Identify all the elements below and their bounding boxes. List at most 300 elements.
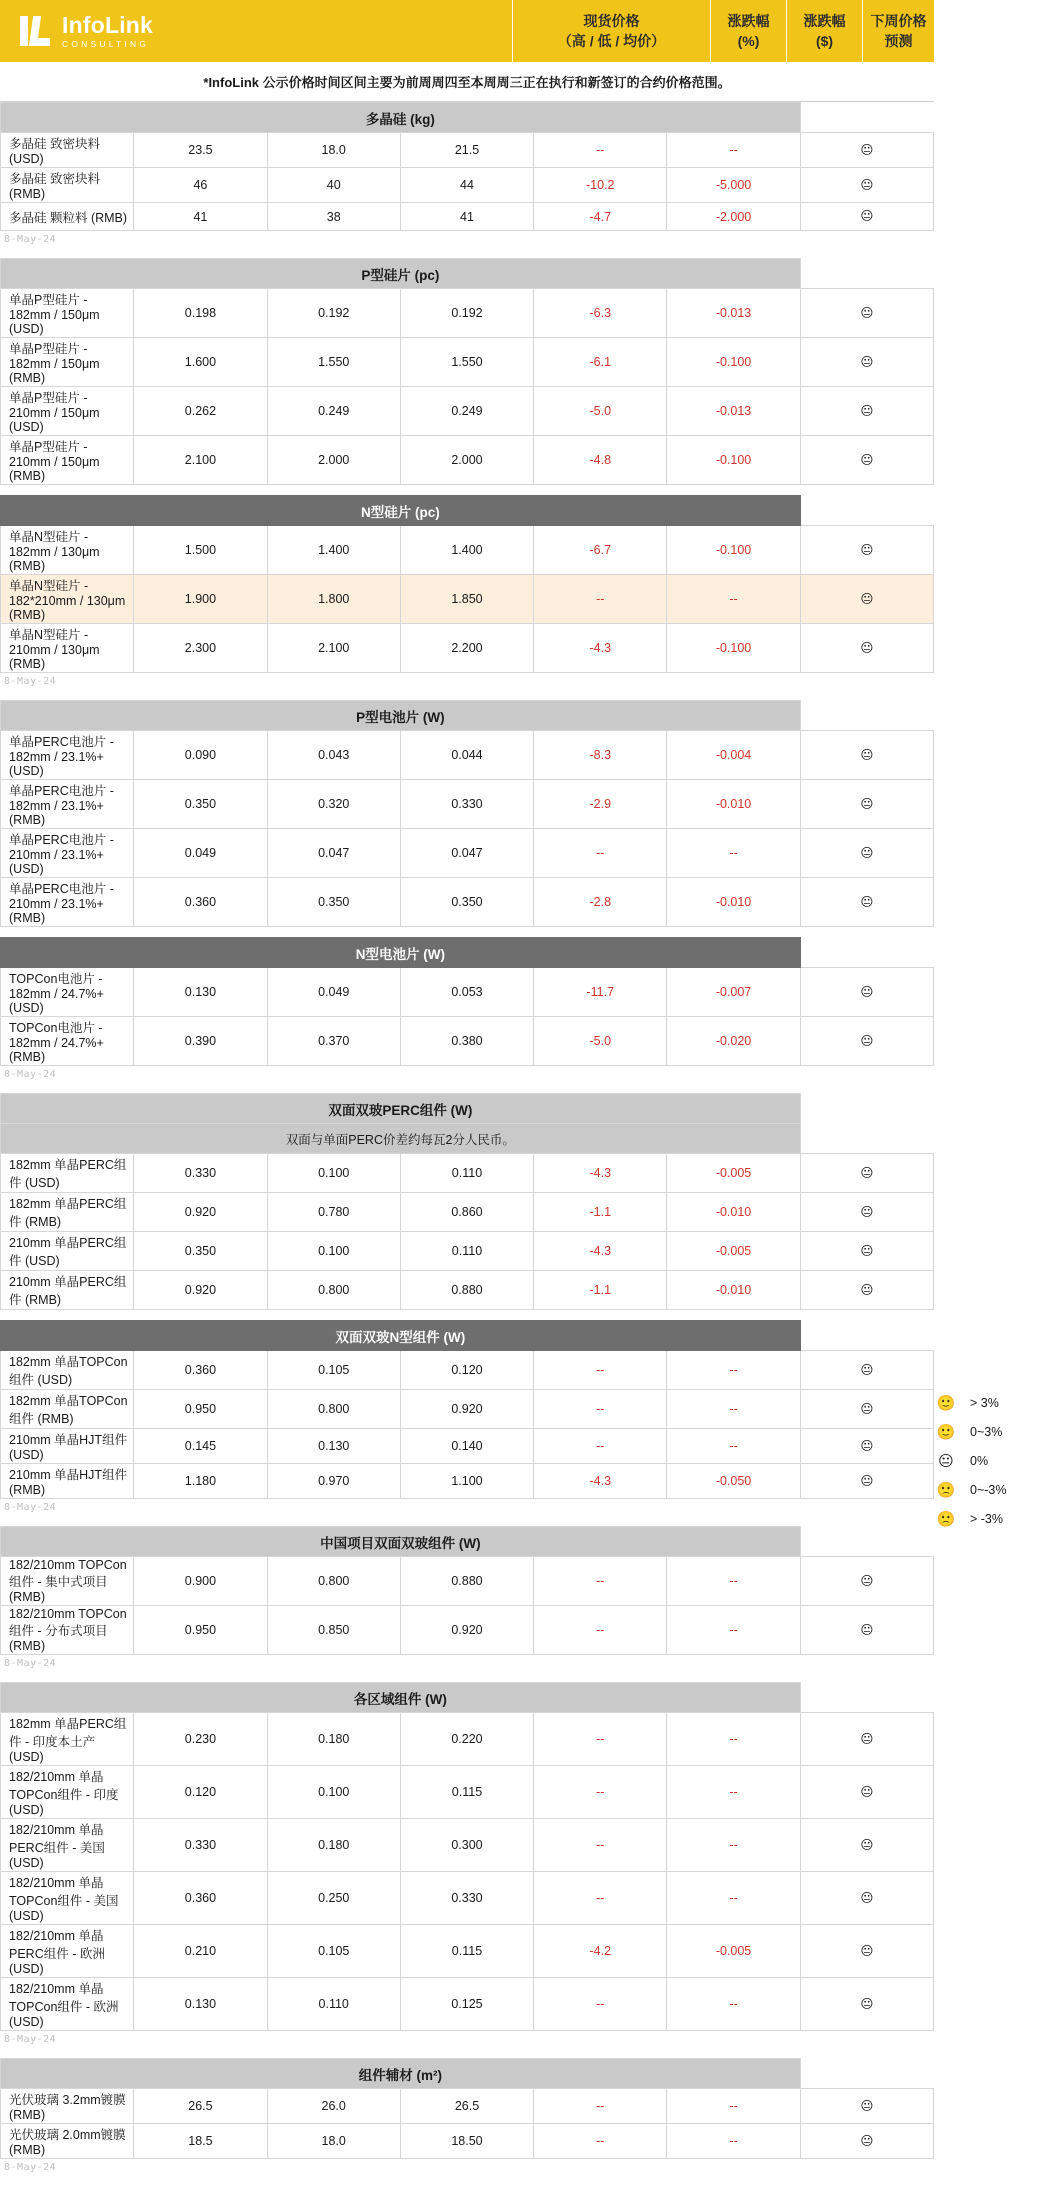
price-low: 26.0 — [267, 2089, 400, 2124]
price-avg: 0.880 — [400, 1271, 533, 1310]
price-avg: 0.920 — [400, 1390, 533, 1429]
forecast-face-icon: 😐 — [800, 1429, 933, 1464]
price-high: 0.120 — [134, 1766, 267, 1819]
change-pct: -4.8 — [534, 436, 667, 485]
price-high: 0.230 — [134, 1713, 267, 1766]
section-title: N型硅片 (pc) — [1, 496, 801, 526]
table-row — [1, 878, 934, 927]
forecast-face-icon: 😐 — [800, 1766, 933, 1819]
section-title: 组件辅材 (m²) — [1, 2059, 801, 2089]
table-row — [1, 575, 934, 624]
table-row — [1, 731, 934, 780]
forecast-face-icon: 😐 — [800, 1271, 933, 1310]
change-pct: -5.0 — [534, 387, 667, 436]
price-high: 0.350 — [134, 780, 267, 829]
forecast-face-icon: 😐 — [800, 780, 933, 829]
product-name: 单晶N型硅片 - 182*210mm / 130μm (RMB) — [1, 575, 134, 624]
brand-name: InfoLink — [62, 11, 154, 38]
section-spacer — [0, 2176, 1062, 2186]
section-header-row — [1, 103, 934, 133]
product-name: 182/210mm TOPCon组件 - 分布式项目 (RMB) — [1, 1606, 134, 1655]
legend-face-icon: 🙁 — [936, 1510, 956, 1528]
change-usd: -- — [667, 575, 800, 624]
price-avg: 0.880 — [400, 1557, 533, 1606]
table-row — [1, 2124, 934, 2159]
price-avg: 0.044 — [400, 731, 533, 780]
product-name: 光伏玻璃 3.2mm镀膜 (RMB) — [1, 2089, 134, 2124]
change-usd: -0.005 — [667, 1232, 800, 1271]
change-usd: -- — [667, 1978, 800, 2031]
price-avg: 0.920 — [400, 1606, 533, 1655]
price-low: 0.110 — [267, 1978, 400, 2031]
price-avg: 0.330 — [400, 780, 533, 829]
price-table-section — [0, 1093, 934, 1310]
change-pct: -1.1 — [534, 1271, 667, 1310]
legend-item — [936, 1504, 1054, 1533]
product-name: 光伏玻璃 2.0mm镀膜 (RMB) — [1, 2124, 134, 2159]
price-high: 0.130 — [134, 968, 267, 1017]
price-avg: 0.120 — [400, 1351, 533, 1390]
legend-label: 0~3% — [970, 1424, 1003, 1439]
section-header-row — [1, 1683, 934, 1713]
product-name: 单晶PERC电池片 - 210mm / 23.1%+ (RMB) — [1, 878, 134, 927]
price-low: 0.800 — [267, 1557, 400, 1606]
table-row — [1, 1978, 934, 2031]
legend-face-icon: 🙂 — [936, 1423, 956, 1441]
change-usd: -- — [667, 1766, 800, 1819]
price-high: 0.360 — [134, 1872, 267, 1925]
column-header-price-line2: （高 / 低 / 均价） — [557, 33, 666, 49]
table-row — [1, 780, 934, 829]
product-name: 182mm 单晶TOPCon组件 (USD) — [1, 1351, 134, 1390]
change-usd: -- — [667, 1606, 800, 1655]
forecast-face-icon: 😐 — [800, 1390, 933, 1429]
section-header-row — [1, 496, 934, 526]
price-high: 0.130 — [134, 1978, 267, 2031]
change-usd: -- — [667, 1872, 800, 1925]
table-row — [1, 829, 934, 878]
product-name: 多晶硅 致密块料 (USD) — [1, 133, 134, 168]
change-usd: -2.000 — [667, 203, 800, 231]
price-low: 18.0 — [267, 2124, 400, 2159]
column-header-pct-line1: 涨跌幅 — [727, 12, 770, 29]
price-low: 0.800 — [267, 1271, 400, 1310]
section-spacer — [0, 927, 1062, 937]
price-high: 1.180 — [134, 1464, 267, 1499]
date-stamp: 8-May-24 — [4, 1069, 57, 1080]
change-usd: -0.010 — [667, 780, 800, 829]
date-stamp: 8-May-24 — [4, 234, 57, 245]
table-row — [1, 1193, 934, 1232]
change-pct: -4.3 — [534, 1232, 667, 1271]
table-row — [1, 436, 934, 485]
change-usd: -0.004 — [667, 731, 800, 780]
product-name: 182/210mm TOPCon组件 - 集中式项目 (RMB) — [1, 1557, 134, 1606]
date-stamp: 8-May-24 — [4, 2034, 57, 2045]
change-usd: -- — [667, 829, 800, 878]
price-high: 1.500 — [134, 526, 267, 575]
product-name: 182/210mm 单晶TOPCon组件 - 印度 (USD) — [1, 1766, 134, 1819]
product-name: 多晶硅 致密块料 (RMB) — [1, 168, 134, 203]
column-header-usd-line2: ($) — [815, 33, 834, 49]
table-row — [1, 203, 934, 231]
price-low: 38 — [267, 203, 400, 231]
change-usd: -0.020 — [667, 1017, 800, 1066]
date-stamp: 8-May-24 — [4, 1658, 57, 1669]
column-header-price-line1: 现货价格 — [583, 12, 640, 29]
price-table-section — [0, 1682, 934, 2031]
price-table-section — [0, 258, 934, 485]
change-pct: -4.3 — [534, 624, 667, 673]
change-usd: -- — [667, 1429, 800, 1464]
change-pct: -- — [534, 1872, 667, 1925]
change-pct: -6.1 — [534, 338, 667, 387]
product-name: 单晶PERC电池片 - 182mm / 23.1%+ (RMB) — [1, 780, 134, 829]
change-pct: -- — [534, 133, 667, 168]
change-usd: -0.050 — [667, 1464, 800, 1499]
legend-label: > 3% — [970, 1395, 999, 1410]
product-name: 182/210mm 单晶TOPCon组件 - 欧洲 (USD) — [1, 1978, 134, 2031]
forecast-face-icon: 😐 — [800, 731, 933, 780]
price-table-host — [0, 102, 1062, 2186]
section-header-row — [1, 1321, 934, 1351]
table-row — [1, 133, 934, 168]
table-row — [1, 1925, 934, 1978]
section-subtitle: 双面与单面PERC价差约每瓦2分人民币。 — [1, 1124, 801, 1154]
table-row — [1, 387, 934, 436]
change-usd: -0.013 — [667, 289, 800, 338]
change-usd: -0.005 — [667, 1925, 800, 1978]
price-avg: 0.140 — [400, 1429, 533, 1464]
forecast-face-icon: 😐 — [800, 1819, 933, 1872]
forecast-face-icon: 😐 — [800, 1017, 933, 1066]
price-low: 0.350 — [267, 878, 400, 927]
change-usd: -- — [667, 1557, 800, 1606]
infolink-logo-icon — [18, 14, 52, 48]
forecast-face-icon: 😐 — [800, 878, 933, 927]
price-avg: 0.192 — [400, 289, 533, 338]
table-row — [1, 1017, 934, 1066]
price-avg: 0.330 — [400, 1872, 533, 1925]
table-row — [1, 526, 934, 575]
product-name: TOPCon电池片 - 182mm / 24.7%+(USD) — [1, 968, 134, 1017]
price-low: 2.000 — [267, 436, 400, 485]
price-low: 0.250 — [267, 1872, 400, 1925]
forecast-face-icon: 😐 — [800, 387, 933, 436]
product-name: 单晶P型硅片 - 210mm / 150μm (RMB) — [1, 436, 134, 485]
change-pct: -- — [534, 1429, 667, 1464]
forecast-face-icon: 😐 — [800, 168, 933, 203]
section-title: 中国项目双面双玻组件 (W) — [1, 1527, 801, 1557]
price-low: 0.100 — [267, 1232, 400, 1271]
legend-face-icon: 😐 — [938, 1452, 954, 1470]
forecast-face-icon: 😐 — [800, 203, 933, 231]
change-pct: -- — [534, 1557, 667, 1606]
change-usd: -0.100 — [667, 436, 800, 485]
forecast-face-icon: 😐 — [800, 1193, 933, 1232]
table-row — [1, 1271, 934, 1310]
product-name: 单晶PERC电池片 - 210mm / 23.1%+ (USD) — [1, 829, 134, 878]
price-high: 0.360 — [134, 878, 267, 927]
price-low: 0.370 — [267, 1017, 400, 1066]
legend-item — [936, 1446, 1054, 1475]
change-pct: -- — [534, 829, 667, 878]
change-pct: -6.7 — [534, 526, 667, 575]
price-low: 18.0 — [267, 133, 400, 168]
price-avg: 0.047 — [400, 829, 533, 878]
section-spacer — [0, 248, 1062, 258]
forecast-face-icon: 😐 — [800, 1925, 933, 1978]
price-high: 46 — [134, 168, 267, 203]
section-header-row — [1, 2059, 934, 2089]
price-high: 0.900 — [134, 1557, 267, 1606]
forecast-face-icon: 😐 — [800, 338, 933, 387]
column-header-pct-line2: (%) — [737, 33, 760, 49]
column-header-usd-line1: 涨跌幅 — [803, 12, 846, 29]
forecast-legend — [936, 1388, 1054, 1533]
price-high: 2.100 — [134, 436, 267, 485]
price-high: 0.330 — [134, 1154, 267, 1193]
section-title: P型电池片 (W) — [1, 701, 801, 731]
price-avg: 0.125 — [400, 1978, 533, 2031]
forecast-face-icon: 😐 — [800, 829, 933, 878]
price-low: 0.780 — [267, 1193, 400, 1232]
price-low: 0.130 — [267, 1429, 400, 1464]
product-name: 单晶P型硅片 - 182mm / 150μm (RMB) — [1, 338, 134, 387]
price-avg: 1.400 — [400, 526, 533, 575]
price-low: 0.800 — [267, 1390, 400, 1429]
column-header-forecast-line2: 预测 — [884, 33, 913, 49]
price-note: *InfoLink 公示价格时间区间主要为前周周四至本周周三正在执行和新签订的合约价格范围。 — [0, 62, 934, 102]
section-header-row — [1, 259, 934, 289]
column-header-change-usd — [786, 0, 862, 62]
section-spacer — [0, 485, 1062, 495]
price-high: 0.920 — [134, 1193, 267, 1232]
price-low: 0.850 — [267, 1606, 400, 1655]
product-name: 182/210mm 单晶PERC组件 - 美国 (USD) — [1, 1819, 134, 1872]
change-pct: -4.3 — [534, 1464, 667, 1499]
legend-item — [936, 1417, 1054, 1446]
price-low: 0.249 — [267, 387, 400, 436]
price-table-section — [0, 2058, 934, 2159]
column-header-change-pct — [710, 0, 786, 62]
price-high: 1.600 — [134, 338, 267, 387]
forecast-face-icon: 😐 — [800, 1154, 933, 1193]
table-row — [1, 1766, 934, 1819]
price-low: 0.105 — [267, 1351, 400, 1390]
sheet-header — [0, 0, 1062, 62]
legend-label: 0% — [970, 1453, 989, 1468]
change-pct: -- — [534, 575, 667, 624]
brand-logo — [0, 0, 512, 62]
change-pct: -- — [534, 1978, 667, 2031]
price-low: 0.100 — [267, 1154, 400, 1193]
price-low: 0.320 — [267, 780, 400, 829]
forecast-face-icon: 😐 — [800, 575, 933, 624]
change-pct: -- — [534, 1390, 667, 1429]
change-usd: -0.013 — [667, 387, 800, 436]
price-avg: 2.200 — [400, 624, 533, 673]
price-avg: 1.850 — [400, 575, 533, 624]
forecast-face-icon: 😐 — [800, 624, 933, 673]
price-avg: 0.380 — [400, 1017, 533, 1066]
change-usd: -0.005 — [667, 1154, 800, 1193]
price-avg: 0.110 — [400, 1232, 533, 1271]
table-row — [1, 289, 934, 338]
change-pct: -4.2 — [534, 1925, 667, 1978]
price-high: 0.090 — [134, 731, 267, 780]
section-spacer — [0, 690, 1062, 700]
price-avg: 21.5 — [400, 133, 533, 168]
price-high: 26.5 — [134, 2089, 267, 2124]
change-usd: -0.010 — [667, 1193, 800, 1232]
product-name: 单晶N型硅片 - 210mm / 130μm (RMB) — [1, 624, 134, 673]
change-usd: -5.000 — [667, 168, 800, 203]
header-filler — [934, 0, 1062, 62]
product-name: 210mm 单晶PERC组件 (RMB) — [1, 1271, 134, 1310]
column-header-price — [512, 0, 710, 62]
section-header-row — [1, 1527, 934, 1557]
price-low: 1.800 — [267, 575, 400, 624]
product-name: 182mm 单晶PERC组件 (RMB) — [1, 1193, 134, 1232]
table-row — [1, 1872, 934, 1925]
forecast-face-icon: 😐 — [800, 1872, 933, 1925]
price-high: 0.262 — [134, 387, 267, 436]
table-row — [1, 1429, 934, 1464]
section-title: 双面双玻PERC组件 (W) — [1, 1094, 801, 1124]
price-high: 0.950 — [134, 1390, 267, 1429]
section-title: P型硅片 (pc) — [1, 259, 801, 289]
change-pct: -10.2 — [534, 168, 667, 203]
section-header-row — [1, 701, 934, 731]
price-high: 0.360 — [134, 1351, 267, 1390]
price-table-section — [0, 937, 934, 1066]
price-avg: 0.115 — [400, 1925, 533, 1978]
table-row — [1, 168, 934, 203]
price-low: 1.550 — [267, 338, 400, 387]
section-spacer — [0, 1672, 1062, 1682]
forecast-face-icon: 😐 — [800, 526, 933, 575]
price-table-section — [0, 102, 934, 231]
product-name: 单晶P型硅片 - 210mm / 150μm (USD) — [1, 387, 134, 436]
date-stamp: 8-May-24 — [4, 2162, 57, 2173]
forecast-face-icon: 😐 — [800, 1713, 933, 1766]
price-high: 41 — [134, 203, 267, 231]
price-low: 0.049 — [267, 968, 400, 1017]
section-header-row — [1, 1094, 934, 1124]
price-avg: 0.220 — [400, 1713, 533, 1766]
forecast-face-icon: 😐 — [800, 1606, 933, 1655]
section-title: N型电池片 (W) — [1, 938, 801, 968]
price-high: 0.210 — [134, 1925, 267, 1978]
section-title: 各区域组件 (W) — [1, 1683, 801, 1713]
price-table-section — [0, 1526, 934, 1655]
change-usd: -- — [667, 1390, 800, 1429]
change-usd: -0.007 — [667, 968, 800, 1017]
section-spacer — [0, 1083, 1062, 1093]
price-table-section — [0, 1320, 934, 1499]
forecast-face-icon: 😐 — [800, 1351, 933, 1390]
price-avg: 18.50 — [400, 2124, 533, 2159]
price-avg: 0.053 — [400, 968, 533, 1017]
section-spacer — [0, 2048, 1062, 2058]
price-avg: 0.300 — [400, 1819, 533, 1872]
section-spacer — [0, 1310, 1062, 1320]
forecast-face-icon: 😐 — [800, 968, 933, 1017]
change-pct: -4.3 — [534, 1154, 667, 1193]
change-usd: -0.010 — [667, 878, 800, 927]
product-name: 182/210mm 单晶TOPCon组件 - 美国 (USD) — [1, 1872, 134, 1925]
change-usd: -- — [667, 133, 800, 168]
change-pct: -- — [534, 1606, 667, 1655]
product-name: 182mm 单晶TOPCon组件 (RMB) — [1, 1390, 134, 1429]
price-high: 0.390 — [134, 1017, 267, 1066]
change-pct: -2.8 — [534, 878, 667, 927]
price-high: 0.950 — [134, 1606, 267, 1655]
change-pct: -6.3 — [534, 289, 667, 338]
change-usd: -- — [667, 2124, 800, 2159]
forecast-face-icon: 😐 — [800, 1557, 933, 1606]
product-name: 单晶P型硅片 - 182mm / 150μm (USD) — [1, 289, 134, 338]
product-name: 单晶PERC电池片 - 182mm / 23.1%+ (USD) — [1, 731, 134, 780]
column-header-forecast-line1: 下周价格 — [870, 12, 927, 29]
price-low: 1.400 — [267, 526, 400, 575]
price-low: 0.970 — [267, 1464, 400, 1499]
forecast-face-icon: 😐 — [800, 2124, 933, 2159]
change-pct: -- — [534, 1351, 667, 1390]
table-row — [1, 1819, 934, 1872]
price-avg: 1.100 — [400, 1464, 533, 1499]
forecast-face-icon: 😐 — [800, 436, 933, 485]
product-name: 210mm 单晶HJT组件 (RMB) — [1, 1464, 134, 1499]
forecast-face-icon: 😐 — [800, 133, 933, 168]
change-usd: -0.100 — [667, 624, 800, 673]
product-name: 单晶N型硅片 - 182mm / 130μm (RMB) — [1, 526, 134, 575]
change-pct: -1.1 — [534, 1193, 667, 1232]
change-pct: -- — [534, 1819, 667, 1872]
table-row — [1, 1351, 934, 1390]
product-name: 210mm 单晶HJT组件 (USD) — [1, 1429, 134, 1464]
legend-item — [936, 1388, 1054, 1417]
price-high: 0.350 — [134, 1232, 267, 1271]
table-row — [1, 1464, 934, 1499]
price-high: 0.198 — [134, 289, 267, 338]
legend-face-icon: 🙁 — [936, 1481, 956, 1499]
legend-label: > -3% — [970, 1511, 1004, 1526]
price-low: 0.043 — [267, 731, 400, 780]
price-low: 0.047 — [267, 829, 400, 878]
table-row — [1, 968, 934, 1017]
change-pct: -5.0 — [534, 1017, 667, 1066]
price-avg: 0.110 — [400, 1154, 533, 1193]
table-row — [1, 1154, 934, 1193]
product-name: 210mm 单晶PERC组件 (USD) — [1, 1232, 134, 1271]
price-low: 0.100 — [267, 1766, 400, 1819]
change-pct: -- — [534, 1713, 667, 1766]
product-name: 182mm 单晶PERC组件 (USD) — [1, 1154, 134, 1193]
price-avg: 0.350 — [400, 878, 533, 927]
change-pct: -4.7 — [534, 203, 667, 231]
column-header-forecast — [862, 0, 934, 62]
price-low: 0.192 — [267, 289, 400, 338]
change-pct: -- — [534, 2124, 667, 2159]
table-row — [1, 624, 934, 673]
section-title: 多晶硅 (kg) — [1, 103, 801, 133]
table-row — [1, 1557, 934, 1606]
price-table-section — [0, 700, 934, 927]
price-table-section — [0, 495, 934, 673]
date-stamp: 8-May-24 — [4, 1502, 57, 1513]
